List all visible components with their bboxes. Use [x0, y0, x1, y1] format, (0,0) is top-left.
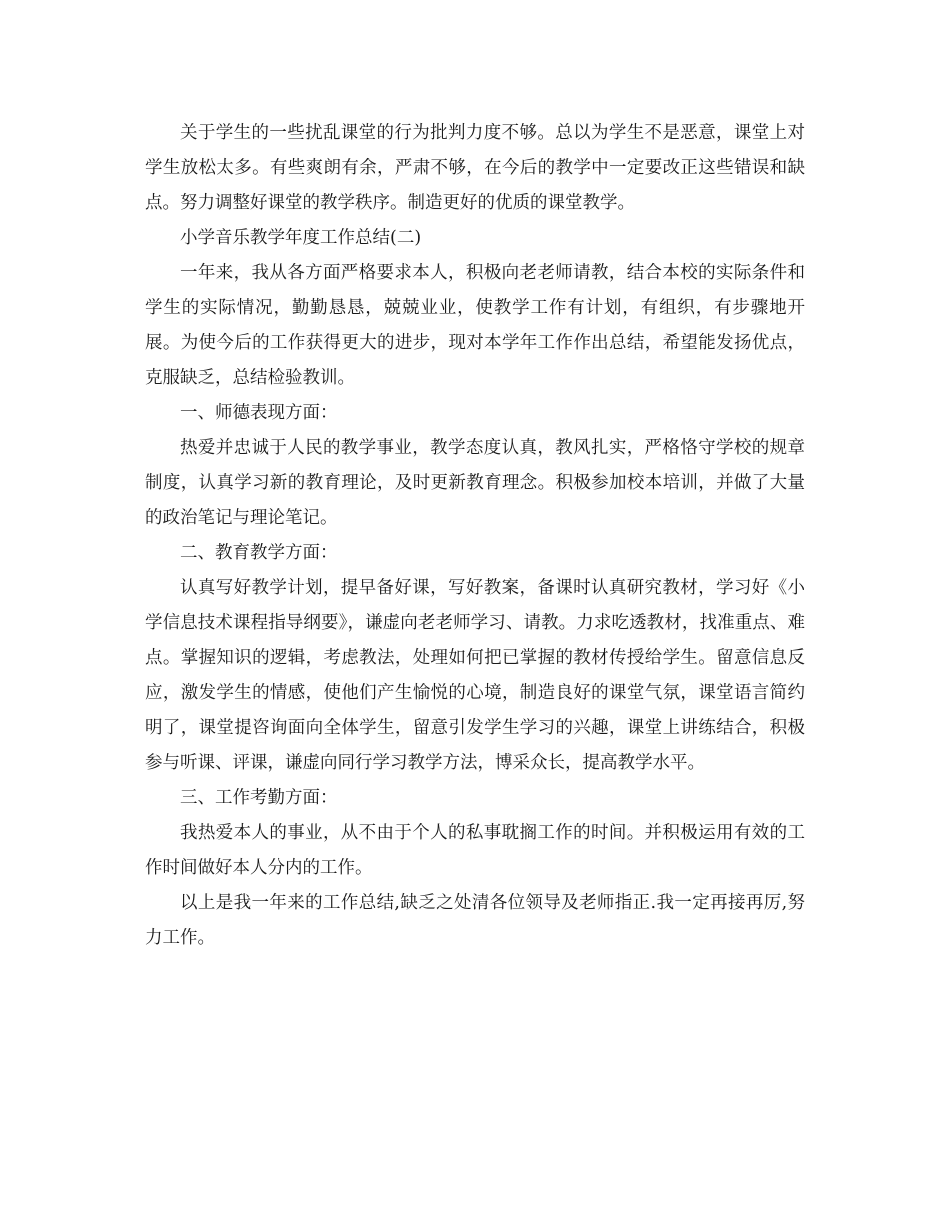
paragraph-introduction: 一年来，我从各方面严格要求本人，积极向老老师请教，结合本校的实际条件和学生的实际情况，勤勤恳恳，兢兢业业，使教学工作有计划，有组织，有步骤地开展。为使今后的工作获得更大的进步，现对本学年工作作出总结，希望能发扬优点，克服缺乏，总结检验教训。 [145, 263, 805, 388]
paragraph-conclusion: 以上是我一年来的工作总结,缺乏之处清各位领导及老师指正.我一定再接再厉,努力工作。 [145, 893, 805, 948]
document-body [145, 116, 805, 956]
paragraph-teaching: 认真写好教学计划，提早备好课，写好教案，备课时认真研究教材，学习好《小学信息技术课程指导纲要》，谦虚向老老师学习、请教。力求吃透教材，找准重点、难点。掌握知识的逻辑，考虑教法，处理如何把已掌握的教材传授给学生。留意信息反应，激发学生的情感，使他们产生愉悦的心境，制造良好的课堂气氛，课堂语言简约明了，课堂提咨询面向全体学生，留意引发学生学习的兴趣，课堂上讲练结合，积极参与听课、评课，谦虚向同行学习教学方法，博采众长，提高教学水平。 [145, 578, 805, 773]
heading-attendance: 三、工作考勤方面： [180, 788, 338, 808]
paragraph-ethics: 热爱并忠诚于人民的教学事业，教学态度认真，教风扎实，严格恪守学校的规章制度，认真学习新的教育理论，及时更新教育理念。积极参加校本培训，并做了大量的政治笔记与理论笔记。 [145, 438, 805, 528]
paragraph-classroom-discipline: 关于学生的一些扰乱课堂的行为批判力度不够。总以为学生不是恶意，课堂上对学生放松太多。有些爽朗有余，严肃不够，在今后的教学中一定要改正这些错误和缺点。努力调整好课堂的教学秩序。制造更好的优质的课堂教学。 [145, 123, 805, 213]
heading-teaching: 二、教育教学方面： [180, 543, 338, 563]
heading-ethics: 一、师德表现方面： [180, 403, 338, 423]
section-title: 小学音乐教学年度工作总结(二) [180, 228, 422, 248]
paragraph-attendance: 我热爱本人的事业，从不由于个人的私事耽搁工作的时间。并积极运用有效的工作时间做好本人分内的工作。 [145, 823, 805, 878]
